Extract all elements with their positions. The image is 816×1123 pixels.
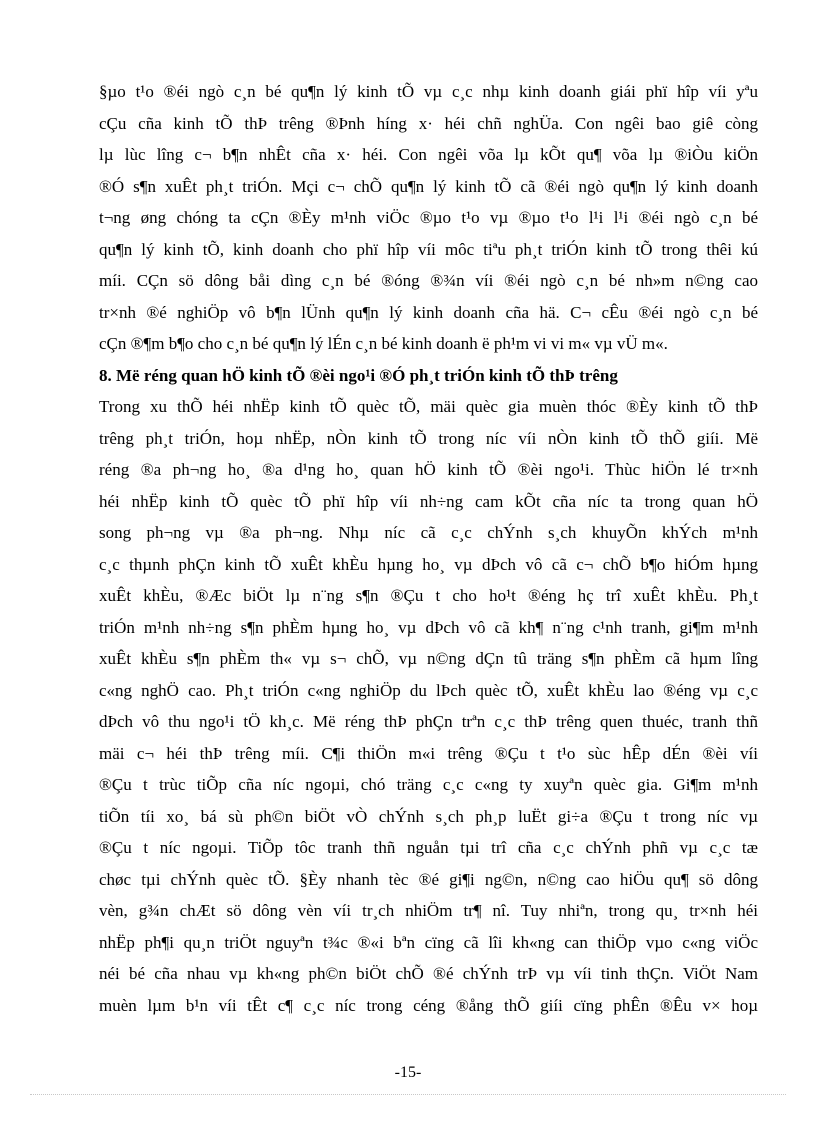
page-number: -15-	[394, 1064, 422, 1081]
text-line: néi bé cña nhau vµ kh«ng ph©n biÖt chÕ ®é chÝnh trÞ vµ víi tinh thÇn. ViÖt Nam	[99, 964, 758, 983]
text-line: t¬ng øng chóng ta cÇn ®Èy m¹nh viÖc ®µo t¹o vµ ®µo t¹o l¹i l¹i ®éi ngò c¸n bé	[99, 208, 758, 227]
text-line: míi. CÇn sö dông båi dìng c¸n bé ®óng ®¾n víi ®éi ngò c¸n bé nh»m n©ng cao	[99, 271, 758, 290]
text-line: nhËp ph¶i qu¸n triÖt nguyªn t¾c ®«i bªn cïng cã lîi kh«ng can thiÖp vµo c«ng viÖc	[99, 932, 758, 952]
text-line: tr×nh ®é nghiÖp vô b¶n lÜnh qu¶n lý kinh doanh cña hä. C¬ cÊu ®éi ngò c¸n bé	[99, 302, 758, 322]
text-line: réng ®a ph¬ng ho¸ ®a d¹ng ho¸ quan hÖ kinh tÕ ®èi ngo¹i. Thùc hiÖn lé tr×nh	[99, 460, 758, 479]
text-line: §µo t¹o ®éi ngò c¸n bé qu¶n lý kinh tÕ vµ c¸c nhµ kinh doanh giái phï hîp víi yªu	[99, 82, 758, 101]
text-line: dÞch vô thu ngo¹i tÖ kh¸c. Më réng thÞ phÇn trªn c¸c thÞ trêng quen thuéc, tranh thñ	[99, 712, 758, 731]
text-line: c¸c thµnh phÇn kinh tÕ xuÊt khÈu hµng ho¸ vµ dÞch vô cã c¬ chÕ b¶o hiÓm hµng	[99, 554, 758, 574]
text-line: vèn, g¾n chÆt sö dông vèn víi tr¸ch nhiÖm tr¶ nî. Tuy nhiªn, trong qu¸ tr×nh héi	[99, 901, 758, 920]
text-line: héi nhËp kinh tÕ quèc tÕ phï hîp víi nh÷ng cam kÕt cña níc ta trong quan hÖ	[99, 491, 758, 511]
text-line: lµ lùc lîng c¬ b¶n nhÊt cña x· héi. Con ngêi võa lµ kÕt qu¶ võa lµ ®iÒu kiÖn	[99, 145, 758, 164]
text-line: qu¶n lý kinh tÕ, kinh doanh cho phï hîp víi môc tiªu ph¸t triÓn kinh tÕ trong thêi kú	[99, 239, 758, 259]
text-line: mäi c¬ héi thÞ trêng míi. C¶i thiÖn m«i trêng ®Çu t t¹o sùc hÊp dÉn ®èi víi	[99, 743, 758, 763]
text-line: song ph¬ng vµ ®a ph¬ng. Nhµ níc cã c¸c chÝnh s¸ch khuyÕn khÝch m¹nh	[99, 523, 758, 542]
text-line: triÓn m¹nh nh÷ng s¶n phÈm hµng ho¸ vµ dÞch vô cã kh¶ n¨ng c¹nh tranh, gi¶m m¹nh	[99, 617, 758, 637]
text-line: trêng ph¸t triÓn, hoµ nhËp, nÒn kinh tÕ trong níc víi nÒn kinh tÕ thÕ giíi. Më	[99, 428, 758, 448]
body-text	[99, 76, 758, 1021]
text-line: xuÊt khÈu s¶n phÈm th« vµ s¬ chÕ, vµ n©ng dÇn tû träng s¶n phÈm cã hµm lîng	[99, 649, 758, 668]
footer-divider	[30, 1094, 786, 1095]
text-line: chøc tµi chÝnh quèc tÕ. §Èy nhanh tèc ®é gi¶i ng©n, n©ng cao hiÖu qu¶ sö dông	[99, 869, 758, 889]
section-heading: 8. Më réng quan hÖ kinh tÕ ®èi ngo¹i ®Ó ph¸t triÓn kinh tÕ thÞ trêng	[99, 365, 618, 385]
text-line: xuÊt khÈu, ®Æc biÖt lµ n¨ng s¶n ®Çu t cho ho¹t ®éng hç trî xuÊt khÈu. Ph¸t	[99, 586, 758, 605]
text-line: ®Çu t níc ngoµi. TiÕp tôc tranh thñ nguån tµi trî cña c¸c chÝnh phñ vµ c¸c tæ	[99, 838, 758, 857]
text-line: cÇn ®¶m b¶o cho c¸n bé qu¶n lý lÉn c¸n bé kinh doanh ë ph¹m vi vi m« vµ vÜ m«.	[99, 334, 668, 353]
text-line: cÇu cña kinh tÕ thÞ trêng ®Þnh híng x· héi chñ nghÜa. Con ngêi bao giê còng	[99, 113, 758, 133]
text-line: c«ng nghÖ cao. Ph¸t triÓn c«ng nghiÖp du lÞch quèc tÕ, xuÊt khÈu lao ®éng vµ c¸c	[99, 680, 758, 700]
text-line: muèn lµm b¹n víi tÊt c¶ c¸c níc trong céng ®ång thÕ giíi cïng phÊn ®Êu v× hoµ	[99, 995, 758, 1015]
text-line: ®Çu t trùc tiÕp cña níc ngoµi, chó träng c¸c c«ng ty xuyªn quèc gia. Gi¶m m¹nh	[99, 775, 758, 794]
text-line: tiÕn tíi xo¸ bá sù ph©n biÖt vÒ chÝnh s¸ch ph¸p luËt gi÷a ®Çu t trong níc vµ	[99, 806, 758, 826]
text-line: Trong xu thÕ héi nhËp kinh tÕ quèc tÕ, mäi quèc gia muèn thóc ®Èy kinh tÕ thÞ	[99, 397, 758, 416]
text-line: ®Ó s¶n xuÊt ph¸t triÓn. Mçi c¬ chÕ qu¶n lý kinh tÕ cã ®éi ngò qu¶n lý kinh doanh	[99, 176, 758, 196]
